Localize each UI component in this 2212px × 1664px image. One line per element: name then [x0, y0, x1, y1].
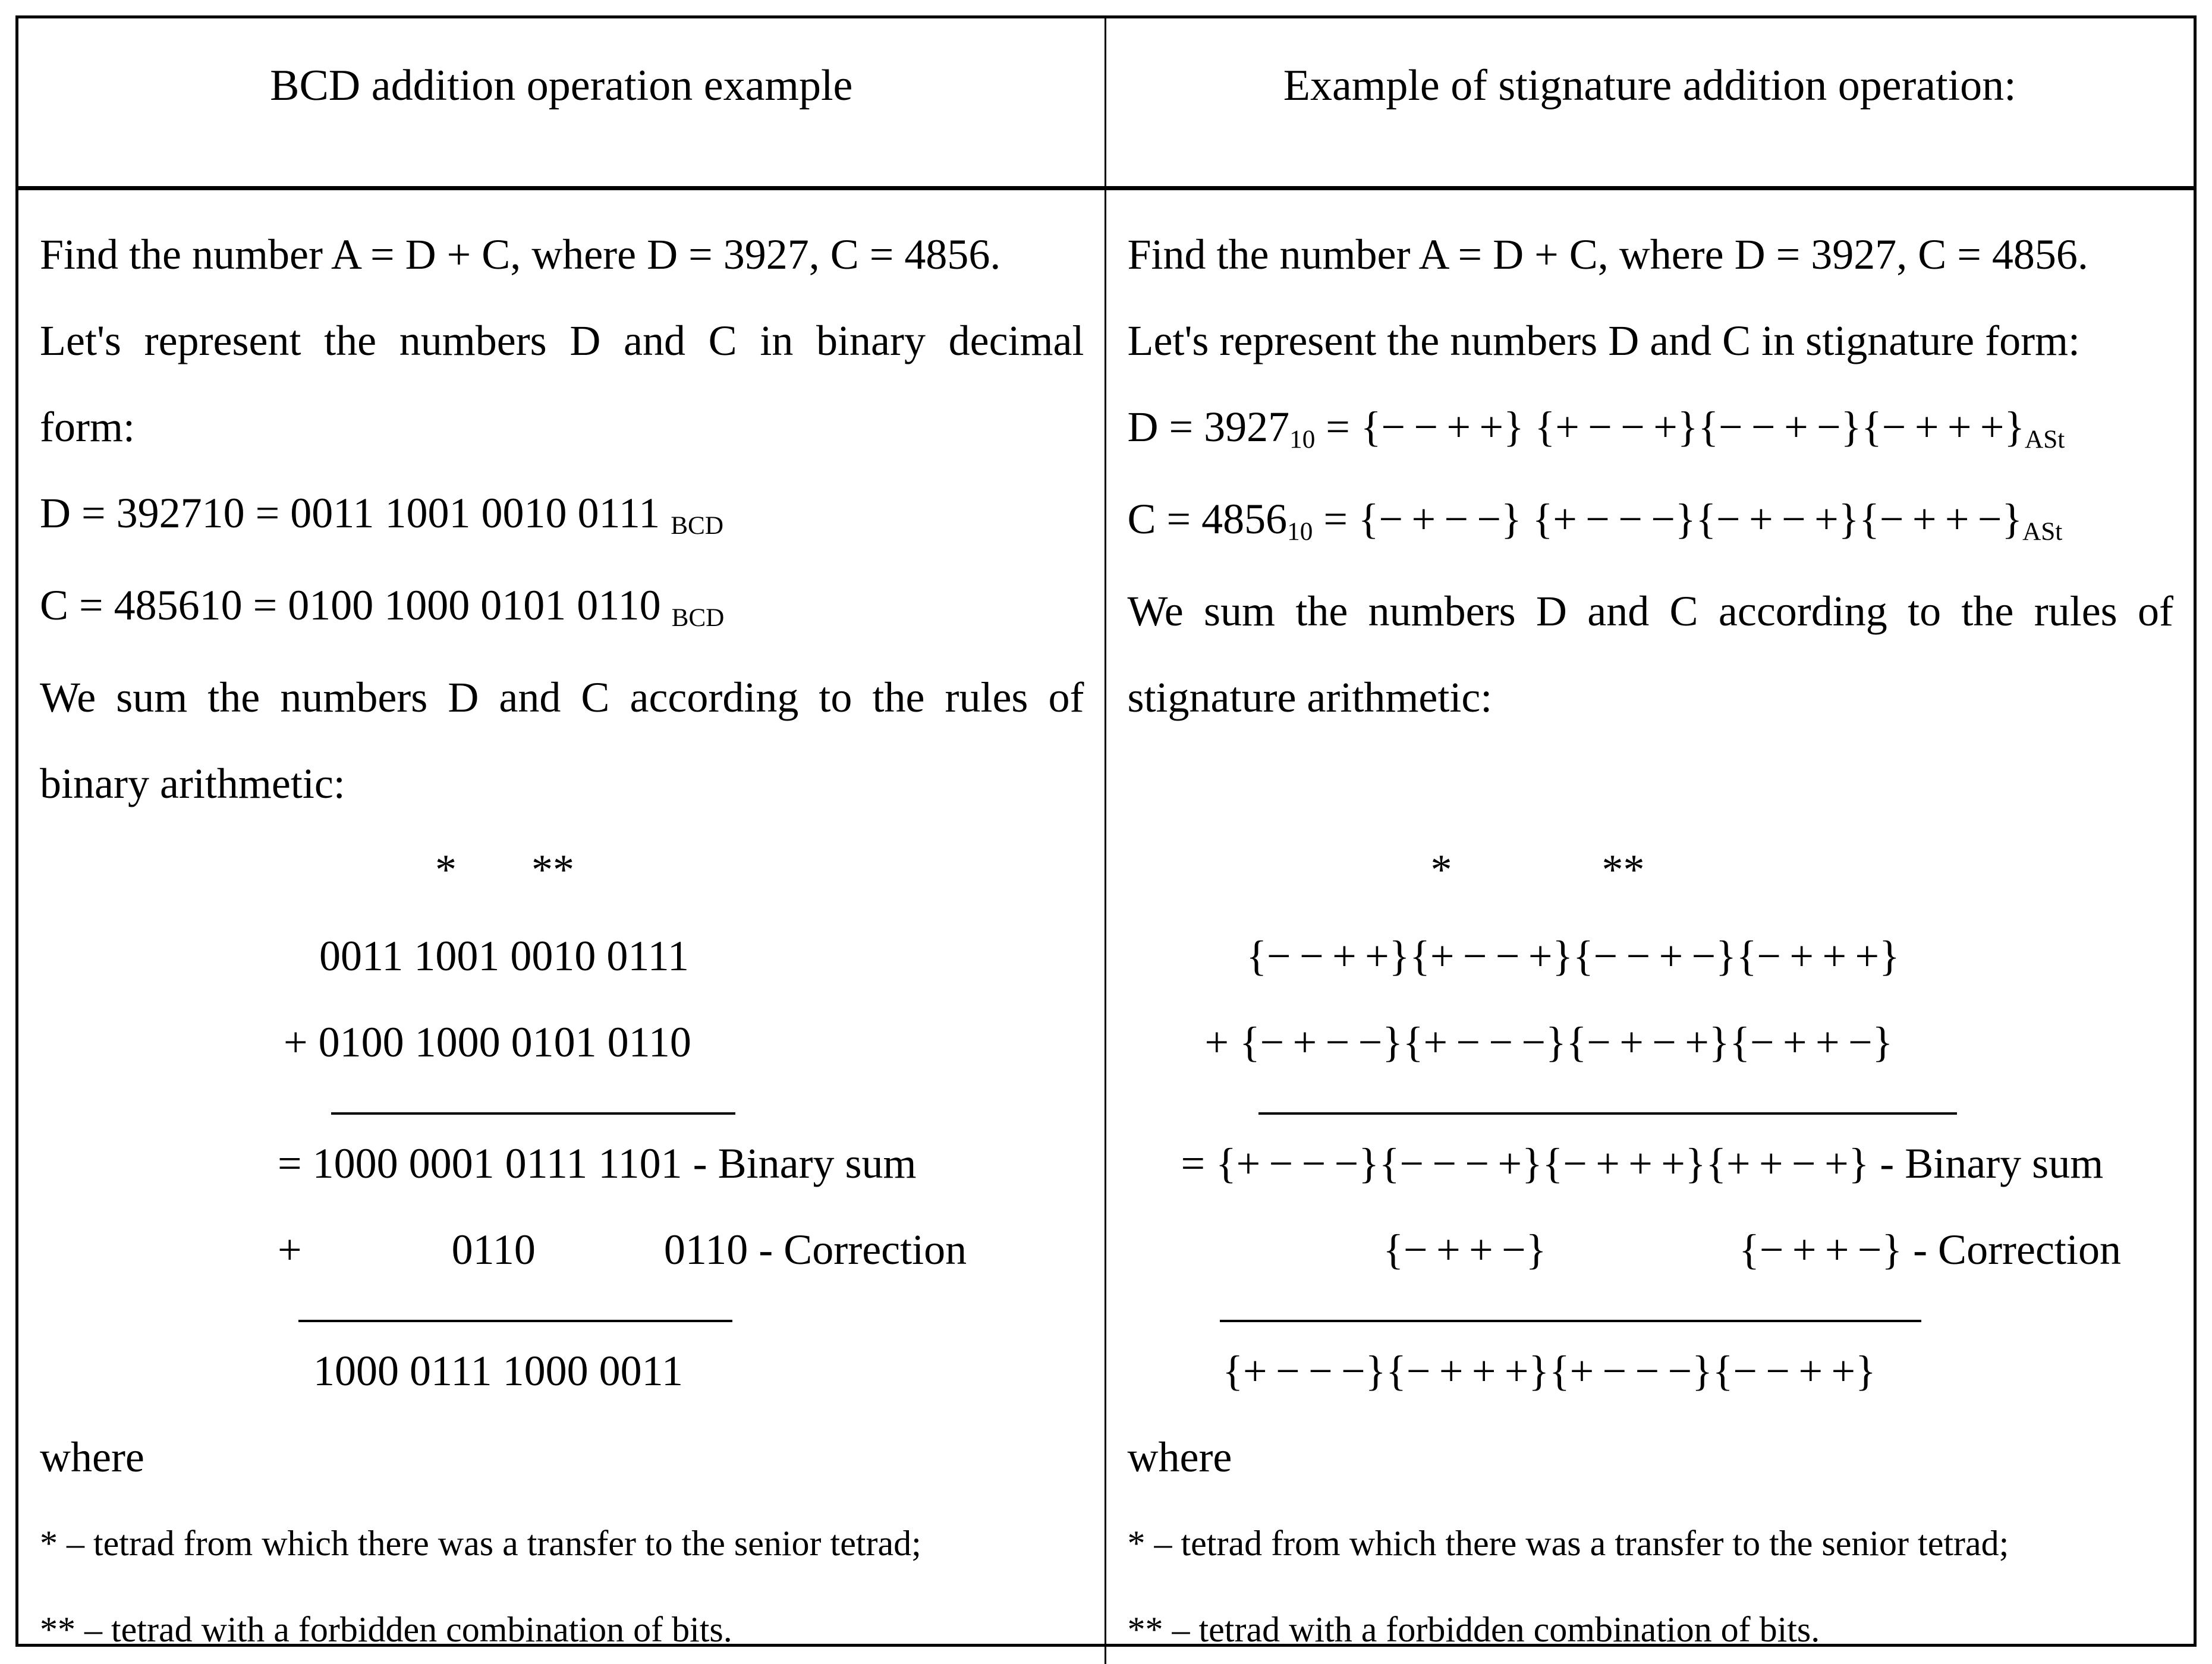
text-segment: D = 392710 = 0011 1001 0010 0111	[40, 489, 671, 537]
bcd-asterisk-markers: * **	[435, 846, 574, 894]
stig-sum-divider-line	[1258, 1112, 1957, 1115]
bcd-result-line: 1000 0111 1000 0011	[313, 1347, 683, 1395]
text-segment: = {− − + +} {+ − − +}{− − + −}{− + + +}	[1315, 403, 2025, 451]
stig-addend-2: + {− + − −}{+ − − −}{− + − +}{− + + −}	[1204, 1018, 1893, 1066]
subscript-segment: BCD	[671, 603, 725, 632]
bcd-result-divider-line	[298, 1320, 732, 1322]
stignature-body-cell	[1106, 190, 2194, 1664]
subscript-segment: ASt	[2025, 425, 2065, 454]
bcd-addend-1: 0011 1001 0010 0111	[319, 932, 689, 980]
stig-sumrule-line-2: stignature arithmetic:	[1127, 674, 1493, 721]
text-segment: C = 4856	[1127, 495, 1288, 543]
bcd-sumrule-line-2: binary arithmetic:	[40, 760, 345, 807]
stig-where-label: where	[1127, 1433, 1232, 1481]
bcd-note-transfer: * – tetrad from which there was a transfer to the senior tetrad;	[40, 1524, 921, 1563]
text-segment: D = 3927	[1127, 403, 1290, 451]
subscript-segment: 10	[1287, 517, 1313, 546]
stig-result-divider-line	[1220, 1320, 1921, 1322]
stig-addend-1: {− − + +}{+ − − +}{− − + −}{− + + +}	[1246, 932, 1900, 980]
table-body-row	[18, 190, 2194, 1664]
text-segment: C = 485610 = 0100 1000 0101 0110	[40, 581, 672, 629]
bcd-header-title: BCD addition operation example	[270, 61, 853, 110]
stig-note-forbidden: ** – tetrad with a forbidden combination of bits.	[1127, 1610, 1820, 1649]
stignature-header-title: Example of stignature addition operation:	[1283, 61, 2016, 110]
bcd-note-forbidden: ** – tetrad with a forbidden combination of bits.	[40, 1610, 732, 1649]
bcd-sum-divider-line	[331, 1112, 735, 1115]
stig-c-equation	[1128, 476, 2174, 568]
bcd-c-equation	[40, 562, 1084, 655]
bcd-binary-sum-line: = 1000 0001 0111 1101 - Binary sum	[278, 1140, 917, 1187]
bcd-correction-line: + 0110 0110 - Correction	[278, 1226, 967, 1273]
text-segment: = {− + − −} {+ − − −}{− + − +}{− + + −}	[1313, 495, 2023, 543]
subscript-segment: BCD	[671, 511, 724, 540]
stignature-header-cell	[1106, 18, 2194, 186]
bcd-body-cell	[18, 190, 1106, 1664]
stig-represent-line: Let's represent the numbers D and C in stignature form:	[1127, 317, 2081, 364]
bcd-d-equation	[40, 470, 1084, 562]
stig-sumrule-line-1: We sum the numbers D and C according to the rules of	[1127, 587, 2173, 635]
stig-note-transfer: * – tetrad from which there was a transfer to the senior tetrad;	[1127, 1524, 2009, 1563]
subscript-segment: ASt	[2022, 517, 2063, 546]
stig-result-line: {+ − − −}{− + + +}{+ − − −}{− − + +}	[1222, 1347, 1876, 1395]
stig-binary-sum-line: = {+ − − −}{− − − +}{− + + +}{+ + − +} - Binary sum	[1181, 1140, 2104, 1187]
stig-d-equation	[1128, 384, 2174, 476]
comparison-table	[15, 15, 2197, 1647]
bcd-addend-2: + 0100 1000 0101 0110	[284, 1018, 691, 1066]
bcd-where-label: where	[40, 1433, 144, 1481]
table-header-row	[18, 18, 2194, 190]
bcd-find-line: Find the number A = D + C, where D = 3927, C = 4856.	[40, 231, 1001, 278]
stig-find-line: Find the number A = D + C, where D = 3927, C = 4856.	[1127, 231, 2088, 278]
subscript-segment: 10	[1289, 425, 1316, 454]
bcd-header-cell	[18, 18, 1106, 186]
stig-correction-line: {− + + −} {− + + −} - Correction	[1383, 1226, 2121, 1273]
bcd-represent-line-1: Let's represent the numbers D and C in binary decimal	[40, 317, 1084, 364]
bcd-represent-line-2: form:	[40, 403, 135, 451]
stig-asterisk-markers: * **	[1430, 846, 1645, 894]
bcd-sumrule-line-1: We sum the numbers D and C according to the rules of	[40, 674, 1084, 721]
